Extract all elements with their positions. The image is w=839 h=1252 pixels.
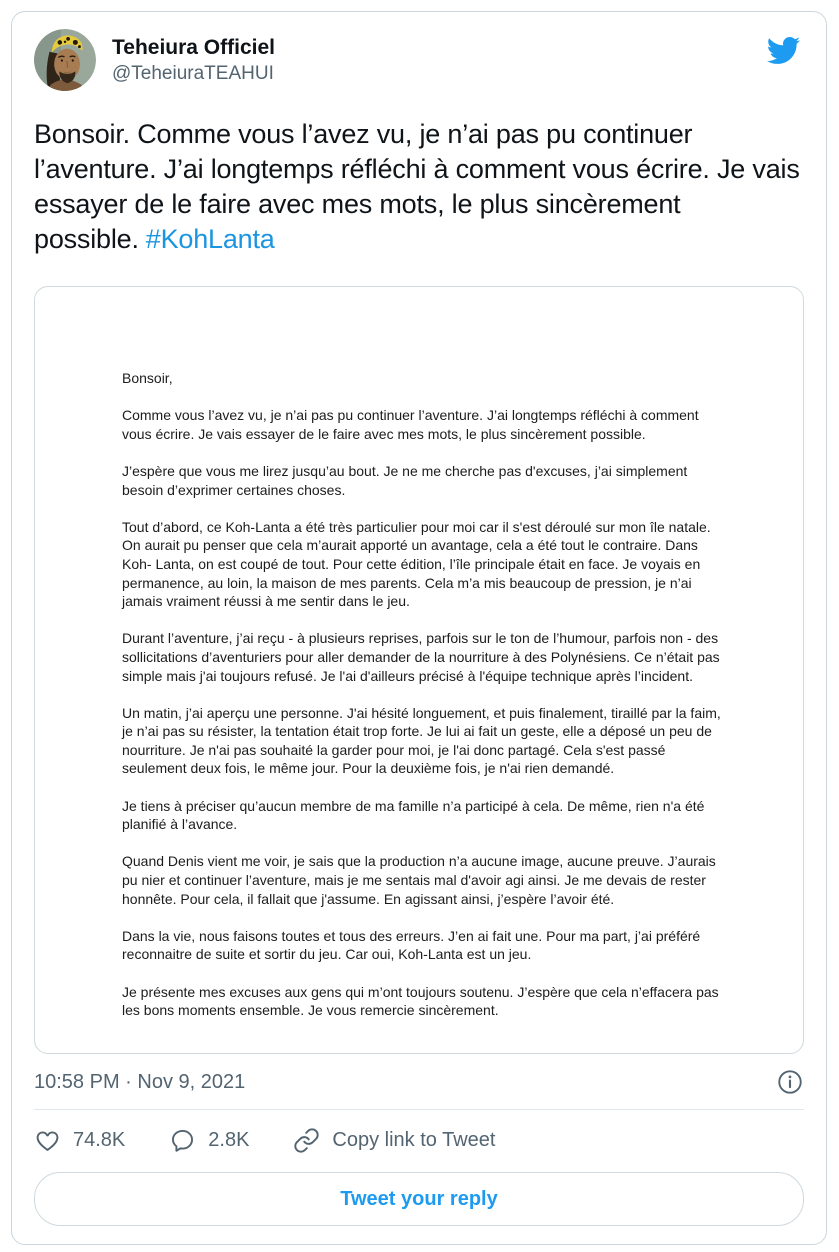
avatar-photo-icon xyxy=(34,29,96,91)
copy-link-action[interactable] xyxy=(293,1127,495,1154)
tweet-reply-button-label: Tweet your reply xyxy=(340,1187,498,1210)
actions-row xyxy=(34,1123,804,1157)
avatar[interactable] xyxy=(34,29,96,91)
reply-count: 2.8K xyxy=(208,1128,250,1151)
tweet-text-body: Bonsoir. Comme vous l’avez vu, je n’ai pas pu continuer l’aventure. J’ai longtemps réfléchi à comment vous écrire. Je vais essayer de le faire avec mes mots, le plus sincèrement possible. xyxy=(34,119,800,254)
like-count: 74.8K xyxy=(73,1128,126,1151)
letter-paragraph: Je présente mes excuses aux gens qui m’ont toujours soutenu. J’espère que cela n’effacera pas les bons moments ensemble. Je vous remercie sincèrement. xyxy=(122,983,719,1019)
author-names xyxy=(112,29,275,86)
letter-scan xyxy=(35,287,726,1020)
letter-paragraph: Un matin, j’ai aperçu une personne. J'ai hésité longuement, et puis finalement, tiraillé par la faim, je n’ai pas su résister, la tentation était trop forte. Je lui ai fait un geste, elle a déposé un peu de nourriture. Je n'ai pas souhaité la garder pour moi, je l'ai donc partagé. Cela s'est passé seulement deux fois, le même jour. Pour la deuxième fois, je n'ai rien demandé. xyxy=(122,704,721,777)
author-handle[interactable]: @TeheiuraTEAHUI xyxy=(112,63,274,84)
letter-paragraph: Dans la vie, nous faisons toutes et tous des erreurs. J’en ai fait une. Pour ma part, j’ai préféré reconnaitre de suite et sortir du jeu. Car oui, Koh-Lanta est un jeu. xyxy=(122,927,701,963)
heart-icon xyxy=(34,1127,61,1154)
speech-bubble-icon xyxy=(169,1127,196,1154)
tweet-reply-button[interactable] xyxy=(34,1172,804,1226)
letter-paragraph: Comme vous l’avez vu, je n’ai pas pu continuer l’aventure. J’ai longtemps réfléchi à comment vous écrire. Je vais essayer de le faire avec mes mots, le plus sincèrement possible. xyxy=(122,407,699,442)
letter-paragraph: Durant l’aventure, j’ai reçu - à plusieurs reprises, parfois sur le ton de l’humour, parfois non - des sollicitations d’aventuriers pour aller demander de la nourriture à des Polynésiens. Ce n’était pas simple mais j'ai toujours refusé. Je l'ai d'ailleurs précisé à l'équipe technique après l’incident. xyxy=(122,630,720,684)
author-display-name[interactable]: Teheiura Officiel xyxy=(112,36,275,59)
reply-action[interactable] xyxy=(169,1127,249,1154)
tweet-media-image[interactable] xyxy=(34,286,804,1054)
letter-paragraph: Bonsoir, xyxy=(122,370,173,386)
twitter-bird-icon[interactable] xyxy=(762,33,804,68)
meta-row xyxy=(34,1068,804,1096)
tweet-embed-card xyxy=(11,11,827,1245)
info-icon[interactable] xyxy=(776,1068,804,1096)
letter-paragraph: Tout d’abord, ce Koh-Lanta a été très particulier pour moi car il s'est déroulé sur mon île natale. On aurait pu penser que cela m’aurait apporté un avantage, cela a été tout le contraire. Dans Koh- Lanta, on est coupé de tout. Pour cette édition, l’île principale était en face. Je voyais en permanence, au loin, la maison de mes parents. Cela m’a mis beaucoup de pression, je n’ai jamais vraiment réussi à me sentir dans le jeu. xyxy=(122,518,711,610)
like-action[interactable] xyxy=(34,1127,125,1154)
letter-paragraph: J’espère que vous me lirez jusqu’au bout. Je ne me cherche pas d'excuses, j’ai simplement besoin d’exprimer certaines choses. xyxy=(122,462,688,498)
hashtag-link[interactable]: #KohLanta xyxy=(145,224,275,254)
tweet-header xyxy=(34,29,804,91)
timestamp[interactable]: 10:58 PM · Nov 9, 2021 xyxy=(34,1071,246,1093)
copy-link-label: Copy link to Tweet xyxy=(332,1128,496,1151)
letter-paragraph: Quand Denis vient me voir, je sais que la production n’a aucune image, aucune preuve. J’aurais pu nier et continuer l’aventure, mais je me sentais mal d'avoir agi ainsi. Je me devais de rester honnête. Pour cela, il fallait que j'assume. En agissant ainsi, j’espère l’avoir été. xyxy=(122,853,716,907)
letter-paragraph: Je tiens à préciser qu’aucun membre de ma famille n’a participé à cela. De même, rien n'a été planifié à l’avance. xyxy=(122,797,705,833)
tweet-text xyxy=(34,117,804,257)
link-icon xyxy=(293,1127,320,1154)
divider xyxy=(34,1109,804,1110)
